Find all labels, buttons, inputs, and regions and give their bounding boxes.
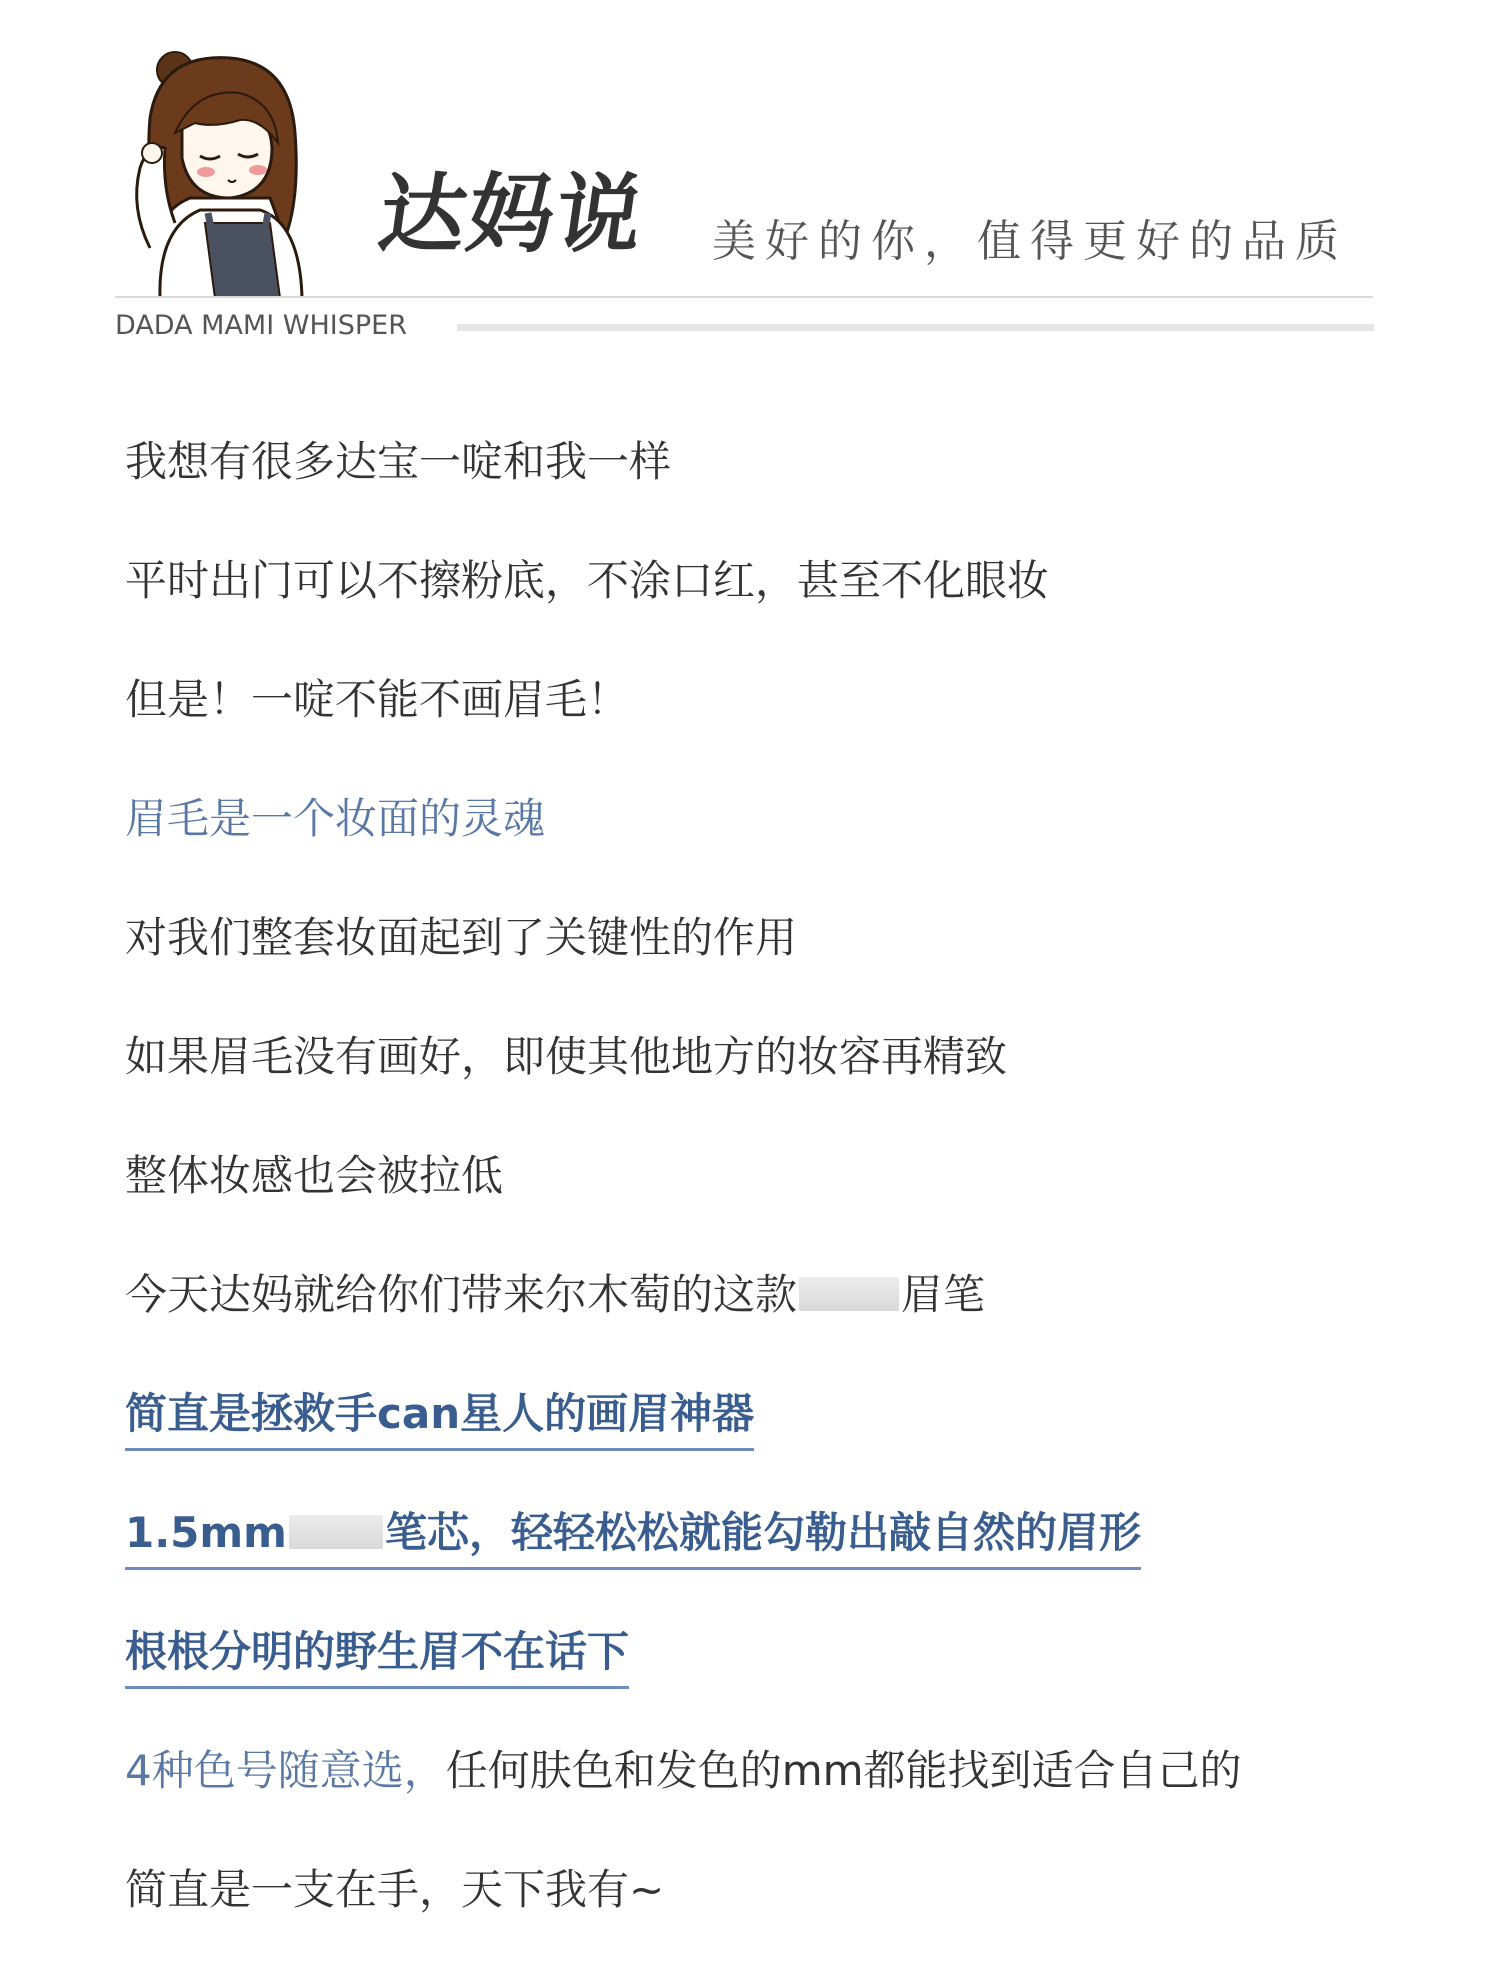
line-text-before: 1.5mm bbox=[125, 1508, 287, 1557]
paragraph-line bbox=[125, 1265, 1455, 1384]
brand-subtitle: DADA MAMI WHISPER bbox=[115, 310, 407, 341]
line-text: 整体妆感也会被拉低 bbox=[125, 1151, 504, 1200]
paragraph-line-emphasis bbox=[125, 1503, 1455, 1622]
line-text-emphasis: 根根分明的野生眉不在话下 bbox=[125, 1622, 629, 1689]
header-divider-thick bbox=[457, 324, 1374, 331]
line-text-after: 眉笔 bbox=[901, 1270, 986, 1319]
girl-avatar-icon bbox=[120, 48, 330, 298]
redacted-mask bbox=[799, 1277, 899, 1311]
line-text-blue: 眉毛是一个妆面的灵魂 bbox=[125, 794, 546, 843]
paragraph-line-emphasis bbox=[125, 1622, 1455, 1741]
brand-slogan: 美好的你，值得更好的品质 bbox=[712, 216, 1348, 267]
article-header bbox=[0, 0, 1500, 360]
header-divider bbox=[115, 296, 1373, 298]
paragraph-line bbox=[125, 432, 1455, 551]
line-text: 简直是一支在手，天下我有~ bbox=[125, 1865, 665, 1914]
line-text: 如果眉毛没有画好，即使其他地方的妆容再精致 bbox=[125, 1032, 1008, 1081]
paragraph-line bbox=[125, 908, 1455, 1027]
article-body bbox=[125, 432, 1455, 1979]
paragraph-line bbox=[125, 1860, 1455, 1979]
line-text-before: 今天达妈就给你们带来尔木萄的这款 bbox=[125, 1270, 798, 1319]
brand-title: 达妈说 bbox=[372, 165, 652, 265]
line-text: 我想有很多达宝一啶和我一样 bbox=[125, 437, 672, 486]
line-text: 但是！一啶不能不画眉毛！ bbox=[125, 675, 630, 724]
line-text-emphasis bbox=[125, 1503, 1141, 1570]
paragraph-line bbox=[125, 551, 1455, 670]
paragraph-line bbox=[125, 1741, 1455, 1860]
line-text: 对我们整套妆面起到了关键性的作用 bbox=[125, 913, 798, 962]
paragraph-line-emphasis bbox=[125, 1384, 1455, 1503]
paragraph-line bbox=[125, 670, 1455, 789]
line-text-emphasis: 简直是拯救手can星人的画眉神器 bbox=[125, 1384, 754, 1451]
line-text-blue: 4种色号随意选， bbox=[125, 1746, 446, 1795]
paragraph-line-highlight bbox=[125, 789, 1455, 908]
redacted-mask bbox=[289, 1515, 383, 1549]
line-text: 平时出门可以不擦粉底，不涂口红，甚至不化眼妆 bbox=[125, 556, 1050, 605]
line-text-after: 笔芯，轻轻松松就能勾勒出敲自然的眉形 bbox=[384, 1508, 1141, 1557]
line-text-after: 任何肤色和发色的mm都能找到适合自己的 bbox=[445, 1746, 1242, 1795]
paragraph-line bbox=[125, 1146, 1455, 1265]
paragraph-line bbox=[125, 1027, 1455, 1146]
